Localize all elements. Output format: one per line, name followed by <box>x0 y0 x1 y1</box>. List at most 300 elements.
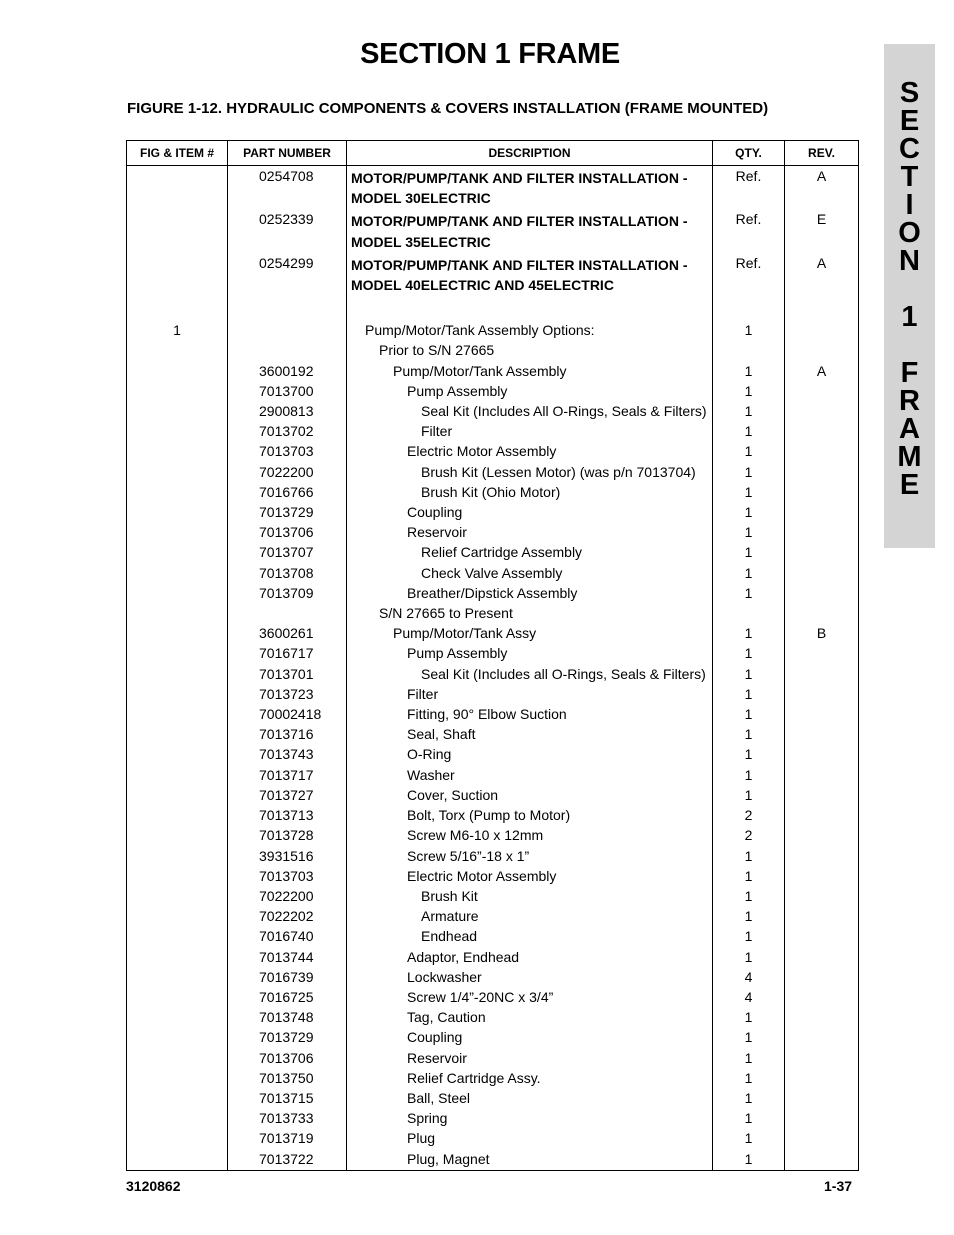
description-text: Filter <box>407 685 439 702</box>
part-number-cell: 7013722 <box>228 1149 347 1171</box>
qty-cell <box>713 340 785 360</box>
description-text: Lockwasher <box>407 968 482 985</box>
rev-cell <box>785 664 859 684</box>
column-header-fig-item: FIG & ITEM # <box>127 141 228 166</box>
description-cell <box>347 785 713 805</box>
rev-cell <box>785 340 859 360</box>
part-number-cell: 7013701 <box>228 664 347 684</box>
table-row <box>127 765 859 785</box>
fig-item-cell <box>127 846 228 866</box>
description-cell <box>347 320 713 340</box>
rev-cell <box>785 684 859 704</box>
description-cell <box>347 583 713 603</box>
page-number: 1-37 <box>824 1178 853 1194</box>
description-cell <box>347 684 713 704</box>
fig-item-cell <box>127 441 228 461</box>
qty-cell: 1 <box>713 1108 785 1128</box>
description-cell <box>347 664 713 684</box>
table-row <box>127 967 859 987</box>
table-row <box>127 805 859 825</box>
table-row <box>127 563 859 583</box>
qty-cell: 1 <box>713 866 785 886</box>
description-text: Coupling <box>407 1029 463 1046</box>
description-cell <box>347 462 713 482</box>
part-number-cell: 7016739 <box>228 967 347 987</box>
fig-item-cell <box>127 724 228 744</box>
qty-cell: 1 <box>713 785 785 805</box>
qty-cell: 1 <box>713 744 785 764</box>
description-text: Washer <box>407 766 455 783</box>
rev-cell <box>785 744 859 764</box>
table-row <box>127 704 859 724</box>
description-text: Brush Kit <box>421 887 478 904</box>
table-row <box>127 623 859 643</box>
rev-cell <box>785 765 859 785</box>
description-text: Pump/Motor/Tank Assembly <box>393 362 567 379</box>
rev-cell <box>785 1088 859 1108</box>
rev-cell <box>785 643 859 663</box>
description-text: Coupling <box>407 504 463 521</box>
description-cell <box>347 825 713 845</box>
rev-cell <box>785 926 859 946</box>
section-tab-letter: R <box>899 385 920 417</box>
assembly-header-row <box>127 211 859 254</box>
fig-item-cell <box>127 765 228 785</box>
description-text: Seal Kit (Includes All O-Rings, Seals & Filters) <box>421 403 707 420</box>
table-row <box>127 744 859 764</box>
assembly-title-line: MOTOR/PUMP/TANK AND FILTER INSTALLATION - <box>351 170 688 186</box>
rev-cell <box>785 381 859 401</box>
qty-cell: 1 <box>713 1048 785 1068</box>
rev-cell <box>785 785 859 805</box>
rev-cell <box>785 947 859 967</box>
description-text: Pump Assembly <box>407 382 508 399</box>
qty-cell: 1 <box>713 421 785 441</box>
fig-item-cell <box>127 401 228 421</box>
part-number-cell <box>228 340 347 360</box>
description-cell <box>347 421 713 441</box>
fig-item-cell <box>127 866 228 886</box>
section-tab-letter: C <box>899 133 920 165</box>
description-cell <box>347 401 713 421</box>
table-row <box>127 947 859 967</box>
description-cell <box>347 1149 713 1171</box>
description-cell <box>347 643 713 663</box>
fig-item-cell <box>127 886 228 906</box>
rev-cell <box>785 542 859 562</box>
part-number-cell: 7013729 <box>228 502 347 522</box>
qty-cell: 1 <box>713 926 785 946</box>
description-text: Cover, Suction <box>407 786 499 803</box>
table-header-row <box>127 141 859 166</box>
part-number-cell: 7016725 <box>228 987 347 1007</box>
description-cell <box>347 255 713 320</box>
section-tab-letter: F <box>900 357 919 389</box>
table-row <box>127 1149 859 1171</box>
part-number-cell <box>228 320 347 340</box>
fig-item-cell <box>127 704 228 724</box>
part-number-cell: 7013723 <box>228 684 347 704</box>
fig-item-cell <box>127 947 228 967</box>
fig-item-cell <box>127 381 228 401</box>
assembly-model-line: MODEL 30ELECTRIC <box>351 190 491 207</box>
part-number-cell: 7013703 <box>228 866 347 886</box>
qty-cell: 1 <box>713 482 785 502</box>
part-number-cell: 7013709 <box>228 583 347 603</box>
description-text: Spring <box>407 1110 448 1127</box>
table-row <box>127 1048 859 1068</box>
part-number-cell: 7013748 <box>228 1007 347 1027</box>
table-row <box>127 664 859 684</box>
qty-cell: 1 <box>713 1128 785 1148</box>
fig-item-cell <box>127 987 228 1007</box>
part-number-cell: 7013733 <box>228 1108 347 1128</box>
part-number-cell <box>228 603 347 623</box>
description-cell <box>347 1027 713 1047</box>
rev-cell <box>785 1007 859 1027</box>
table-row <box>127 906 859 926</box>
part-number-cell: 7013750 <box>228 1068 347 1088</box>
qty-cell: 1 <box>713 643 785 663</box>
description-text: Seal, Shaft <box>407 726 476 743</box>
fig-item-cell <box>127 785 228 805</box>
table-row <box>127 1128 859 1148</box>
part-number-cell: 70002418 <box>228 704 347 724</box>
fig-item-cell <box>127 542 228 562</box>
rev-cell <box>785 906 859 926</box>
description-cell <box>347 967 713 987</box>
fig-item-cell <box>127 502 228 522</box>
qty-cell: 2 <box>713 805 785 825</box>
section-tab-letter: E <box>899 469 920 501</box>
column-header-qty: QTY. <box>713 141 785 166</box>
description-cell <box>347 623 713 643</box>
description-text: Screw 5/16”-18 x 1” <box>407 847 530 864</box>
part-number-cell: 7013702 <box>228 421 347 441</box>
rev-cell <box>785 866 859 886</box>
table-row <box>127 542 859 562</box>
description-cell <box>347 704 713 724</box>
description-text: Brush Kit (Lessen Motor) (was p/n 7013704) <box>421 463 696 480</box>
table-row <box>127 462 859 482</box>
table-row <box>127 825 859 845</box>
section-tab <box>884 44 935 548</box>
table-row <box>127 482 859 502</box>
rev-cell <box>785 886 859 906</box>
part-number-cell: 0254708 <box>228 166 347 212</box>
part-number-cell: 0252339 <box>228 211 347 254</box>
table-row <box>127 340 859 360</box>
rev-cell <box>785 967 859 987</box>
fig-item-cell <box>127 623 228 643</box>
rev-cell <box>785 1108 859 1128</box>
fig-item-cell <box>127 603 228 623</box>
table-row <box>127 1088 859 1108</box>
rev-cell: A <box>785 255 859 320</box>
description-cell <box>347 1128 713 1148</box>
column-header-rev: REV. <box>785 141 859 166</box>
assembly-header-row <box>127 166 859 212</box>
description-cell <box>347 381 713 401</box>
qty-cell: 1 <box>713 664 785 684</box>
qty-cell: 1 <box>713 441 785 461</box>
qty-cell: 1 <box>713 522 785 542</box>
description-cell <box>347 542 713 562</box>
qty-cell: 1 <box>713 684 785 704</box>
table-row <box>127 785 859 805</box>
description-cell <box>347 987 713 1007</box>
part-number-cell: 7013716 <box>228 724 347 744</box>
fig-item-cell <box>127 166 228 212</box>
fig-item-cell <box>127 1149 228 1171</box>
column-header-part-number: PART NUMBER <box>228 141 347 166</box>
description-text: Screw 1/4”-20NC x 3/4” <box>407 988 554 1005</box>
description-cell <box>347 502 713 522</box>
table-row <box>127 1068 859 1088</box>
description-text: Check Valve Assembly <box>421 564 563 581</box>
description-cell <box>347 1048 713 1068</box>
qty-cell: 1 <box>713 320 785 340</box>
section-tab-letter: T <box>900 161 919 193</box>
rev-cell <box>785 724 859 744</box>
table-row <box>127 441 859 461</box>
fig-item-cell <box>127 1068 228 1088</box>
qty-cell: 1 <box>713 765 785 785</box>
description-cell <box>347 744 713 764</box>
fig-item-cell <box>127 643 228 663</box>
description-cell <box>347 482 713 502</box>
description-cell <box>347 805 713 825</box>
part-number-cell: 7013717 <box>228 765 347 785</box>
section-tab-letter: A <box>899 413 920 445</box>
fig-item-cell <box>127 825 228 845</box>
rev-cell <box>785 1149 859 1171</box>
description-text: Relief Cartridge Assy. <box>407 1069 541 1086</box>
assembly-title-line: MOTOR/PUMP/TANK AND FILTER INSTALLATION - <box>351 213 688 230</box>
rev-cell <box>785 603 859 623</box>
part-number-cell: 7013727 <box>228 785 347 805</box>
qty-cell: 1 <box>713 361 785 381</box>
fig-item-cell <box>127 361 228 381</box>
description-cell <box>347 166 713 212</box>
fig-item-cell <box>127 906 228 926</box>
qty-cell: 1 <box>713 542 785 562</box>
part-number-cell: 0254299 <box>228 255 347 320</box>
qty-cell: 1 <box>713 886 785 906</box>
rev-cell <box>785 1128 859 1148</box>
description-cell <box>347 603 713 623</box>
description-text: Electric Motor Assembly <box>407 867 557 884</box>
part-number-cell: 7013744 <box>228 947 347 967</box>
description-cell <box>347 866 713 886</box>
part-number-cell: 3600192 <box>228 361 347 381</box>
fig-item-cell <box>127 684 228 704</box>
fig-item-cell <box>127 563 228 583</box>
description-cell <box>347 441 713 461</box>
rev-cell: A <box>785 361 859 381</box>
part-number-cell: 7016766 <box>228 482 347 502</box>
rev-cell: E <box>785 211 859 254</box>
description-cell <box>347 886 713 906</box>
part-number-cell: 7013728 <box>228 825 347 845</box>
fig-item-cell <box>127 744 228 764</box>
fig-item-cell <box>127 1108 228 1128</box>
part-number-cell: 7013707 <box>228 542 347 562</box>
table-row <box>127 987 859 1007</box>
table-row <box>127 724 859 744</box>
qty-cell: 1 <box>713 724 785 744</box>
document-number: 3120862 <box>126 1178 181 1194</box>
description-cell <box>347 1068 713 1088</box>
rev-cell <box>785 563 859 583</box>
qty-cell: 1 <box>713 502 785 522</box>
fig-item-cell <box>127 421 228 441</box>
table-row <box>127 361 859 381</box>
part-number-cell: 7013713 <box>228 805 347 825</box>
rev-cell <box>785 583 859 603</box>
rev-cell <box>785 502 859 522</box>
assembly-header-row <box>127 255 859 320</box>
fig-item-cell <box>127 1027 228 1047</box>
table-row <box>127 846 859 866</box>
section-tab-letter: N <box>899 245 920 277</box>
description-text: Pump/Motor/Tank Assy <box>393 625 537 642</box>
description-text: Endhead <box>421 928 478 945</box>
qty-cell <box>713 603 785 623</box>
qty-cell: 1 <box>713 1068 785 1088</box>
qty-cell: 1 <box>713 401 785 421</box>
table-row <box>127 643 859 663</box>
qty-cell: 1 <box>713 906 785 926</box>
description-cell <box>347 846 713 866</box>
rev-cell <box>785 825 859 845</box>
section-tab-letter: 1 <box>901 301 918 333</box>
qty-cell: Ref. <box>713 255 785 320</box>
description-text: Plug, Magnet <box>407 1150 490 1167</box>
part-number-cell: 7013743 <box>228 744 347 764</box>
description-text: Reservoir <box>407 524 467 541</box>
description-cell <box>347 724 713 744</box>
rev-cell: A <box>785 166 859 212</box>
rev-cell <box>785 522 859 542</box>
fig-item-cell <box>127 522 228 542</box>
description-text: O-Ring <box>407 746 452 763</box>
part-number-cell: 3600261 <box>228 623 347 643</box>
part-number-cell: 2900813 <box>228 401 347 421</box>
part-number-cell: 7013700 <box>228 381 347 401</box>
table-row <box>127 1007 859 1027</box>
description-text: Armature <box>421 908 479 925</box>
assembly-title-line: MOTOR/PUMP/TANK AND FILTER INSTALLATION - <box>351 256 688 273</box>
description-text: Reservoir <box>407 1049 467 1066</box>
assembly-model-line: MODEL 35ELECTRIC <box>351 233 491 250</box>
part-number-cell: 7022202 <box>228 906 347 926</box>
rev-cell <box>785 441 859 461</box>
table-row <box>127 421 859 441</box>
description-text: Breather/Dipstick Assembly <box>407 584 578 601</box>
fig-item-cell <box>127 211 228 254</box>
description-text: Ball, Steel <box>407 1089 471 1106</box>
part-number-cell: 7022200 <box>228 462 347 482</box>
qty-cell: 4 <box>713 967 785 987</box>
qty-cell: 1 <box>713 1149 785 1171</box>
part-number-cell: 7022200 <box>228 886 347 906</box>
part-number-cell: 7013715 <box>228 1088 347 1108</box>
description-text: Screw M6-10 x 12mm <box>407 827 544 844</box>
qty-cell: 1 <box>713 947 785 967</box>
fig-item-cell <box>127 482 228 502</box>
rev-cell <box>785 846 859 866</box>
qty-cell: 1 <box>713 1007 785 1027</box>
description-cell <box>347 340 713 360</box>
rev-cell <box>785 462 859 482</box>
qty-cell: 1 <box>713 583 785 603</box>
fig-item-cell <box>127 926 228 946</box>
qty-cell: 1 <box>713 623 785 643</box>
qty-cell: 1 <box>713 462 785 482</box>
qty-cell: 1 <box>713 846 785 866</box>
description-cell <box>347 361 713 381</box>
fig-item-cell <box>127 967 228 987</box>
part-number-cell: 7013703 <box>228 441 347 461</box>
assembly-model-line: MODEL 40ELECTRIC AND 45ELECTRIC <box>351 277 614 294</box>
fig-item-cell <box>127 1088 228 1108</box>
table-row <box>127 684 859 704</box>
part-number-cell: 7013706 <box>228 1048 347 1068</box>
part-number-cell: 7016717 <box>228 643 347 663</box>
rev-cell <box>785 1048 859 1068</box>
fig-item-cell <box>127 1048 228 1068</box>
description-text: Fitting, 90° Elbow Suction <box>407 706 567 723</box>
table-row <box>127 583 859 603</box>
rev-cell <box>785 401 859 421</box>
description-cell <box>347 563 713 583</box>
table-row <box>127 1108 859 1128</box>
fig-item-cell <box>127 664 228 684</box>
table-row <box>127 603 859 623</box>
rev-cell <box>785 482 859 502</box>
qty-cell: Ref. <box>713 211 785 254</box>
table-row <box>127 502 859 522</box>
description-cell <box>347 211 713 254</box>
table-row <box>127 401 859 421</box>
description-cell <box>347 522 713 542</box>
section-tab-letter: E <box>899 105 920 137</box>
section-tab-letter: I <box>905 189 914 221</box>
part-number-cell: 7013719 <box>228 1128 347 1148</box>
parts-table <box>126 140 859 1171</box>
table-row <box>127 381 859 401</box>
description-text: Filter <box>421 423 453 440</box>
description-text: Bolt, Torx (Pump to Motor) <box>407 807 571 824</box>
rev-cell <box>785 421 859 441</box>
table-row <box>127 866 859 886</box>
qty-cell: 2 <box>713 825 785 845</box>
description-text: Plug <box>407 1130 436 1147</box>
table-row <box>127 926 859 946</box>
section-tab-letter: O <box>898 217 921 249</box>
part-number-cell: 3931516 <box>228 846 347 866</box>
description-cell <box>347 1007 713 1027</box>
description-text: S/N 27665 to Present <box>379 605 513 622</box>
rev-cell <box>785 1027 859 1047</box>
description-text: Tag, Caution <box>407 1009 486 1026</box>
description-text: Seal Kit (Includes all O-Rings, Seals & Filters) <box>421 665 706 682</box>
table-row <box>127 522 859 542</box>
fig-item-cell <box>127 1007 228 1027</box>
description-cell <box>347 1088 713 1108</box>
qty-cell: 1 <box>713 704 785 724</box>
